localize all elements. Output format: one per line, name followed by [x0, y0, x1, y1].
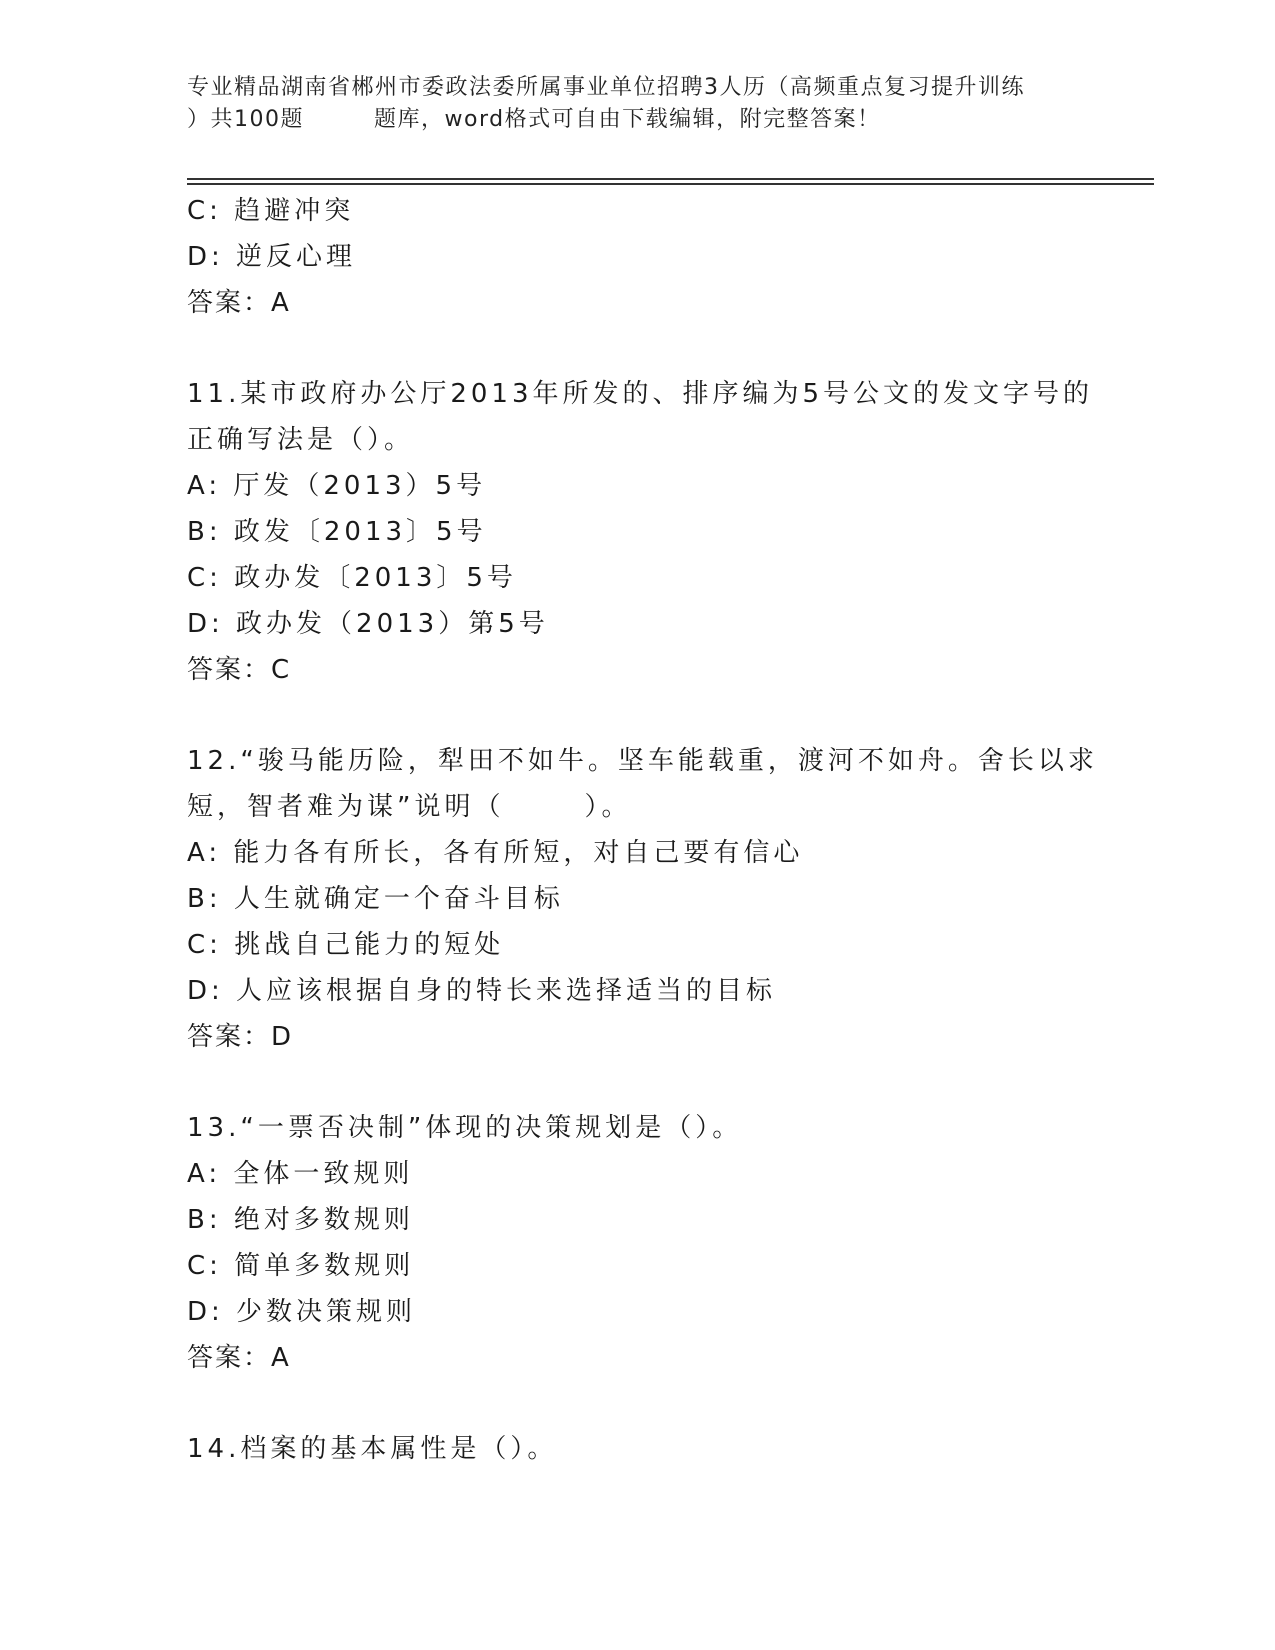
- option-text: 趋避冲突: [234, 196, 355, 226]
- option-text: 政办发〔2013〕5号: [234, 563, 517, 593]
- option-letter: D:: [187, 242, 224, 272]
- question-stem-part: 短，智者难为谋”说明（: [187, 792, 505, 822]
- answer-line: 答案：A: [187, 1343, 291, 1373]
- question-stem-line: 11.某市政府办公厅2013年所发的、排序编为5号公文的发文字号的: [187, 379, 1094, 409]
- header-line-2: [187, 104, 1087, 136]
- option-letter: C:: [187, 196, 222, 226]
- option-text: 能力各有所长，各有所短，对自己要有信心: [233, 838, 804, 868]
- document-header: [187, 72, 1087, 136]
- option-letter: B:: [187, 1205, 222, 1235]
- option-line: [187, 601, 1087, 647]
- option-text: 逆反心理: [236, 242, 357, 272]
- option-line: [187, 463, 1087, 509]
- option-text: 人生就确定一个奋斗目标: [233, 884, 564, 914]
- option-line: [187, 509, 1087, 555]
- option-letter: D:: [187, 976, 224, 1006]
- header-line-1: 专业精品湖南省郴州市委政法委所属事业单位招聘3人历（高频重点复习提升训练: [187, 75, 1025, 100]
- answer-line: 答案：C: [187, 655, 292, 685]
- option-text: 政办发（2013）第5号: [236, 609, 549, 639]
- option-text: 厅发（2013）5号: [233, 471, 487, 501]
- question-stem-line: [187, 784, 1087, 830]
- question-stem-line: 14.档案的基本属性是（）。: [187, 1434, 558, 1464]
- option-line: [187, 188, 1087, 234]
- option-line: [187, 968, 1087, 1014]
- option-text: 简单多数规则: [234, 1251, 415, 1281]
- option-line: [187, 555, 1087, 601]
- option-letter: D:: [187, 609, 224, 639]
- option-letter: C:: [187, 563, 222, 593]
- option-letter: D:: [187, 1297, 224, 1327]
- question-stem-part: ）。: [584, 792, 632, 822]
- answer-line: 答案：A: [187, 288, 291, 318]
- question-stem-line: 12.“骏马能历险，犁田不如牛。坚车能载重，渡河不如舟。舍长以求: [187, 746, 1098, 776]
- option-line: [187, 1151, 1087, 1197]
- option-line: [187, 922, 1087, 968]
- question-stem-line: 13.“一票否决制”体现的决策规划是（）。: [187, 1113, 743, 1143]
- option-line: [187, 234, 1087, 280]
- option-line: [187, 1243, 1087, 1289]
- header-line-2-part-2: 题库，word格式可自由下载编辑，附完整答案！: [374, 107, 881, 132]
- option-letter: C:: [187, 930, 222, 960]
- header-rule-bottom: [187, 183, 1154, 185]
- answer-line: 答案：D: [187, 1022, 294, 1052]
- option-text: 政发〔2013〕5号: [233, 517, 487, 547]
- option-line: [187, 876, 1087, 922]
- option-text: 绝对多数规则: [233, 1205, 414, 1235]
- option-letter: A:: [187, 471, 222, 501]
- option-text: 人应该根据自身的特长来选择适当的目标: [236, 976, 777, 1006]
- option-text: 少数决策规则: [236, 1297, 417, 1327]
- option-letter: C:: [187, 1251, 222, 1281]
- option-line: [187, 1197, 1087, 1243]
- option-text: 全体一致规则: [233, 1159, 414, 1189]
- document-body: [187, 188, 1098, 1472]
- option-text: 挑战自己能力的短处: [234, 930, 505, 960]
- option-letter: B:: [187, 884, 222, 914]
- option-letter: B:: [187, 517, 222, 547]
- option-line: [187, 830, 1087, 876]
- option-letter: A:: [187, 1159, 222, 1189]
- question-stem-line: 正确写法是（）。: [187, 425, 415, 455]
- option-line: [187, 1289, 1087, 1335]
- header-rule-top: [187, 178, 1154, 180]
- header-line-2-part-1: ）共100题: [187, 107, 304, 132]
- option-letter: A:: [187, 838, 222, 868]
